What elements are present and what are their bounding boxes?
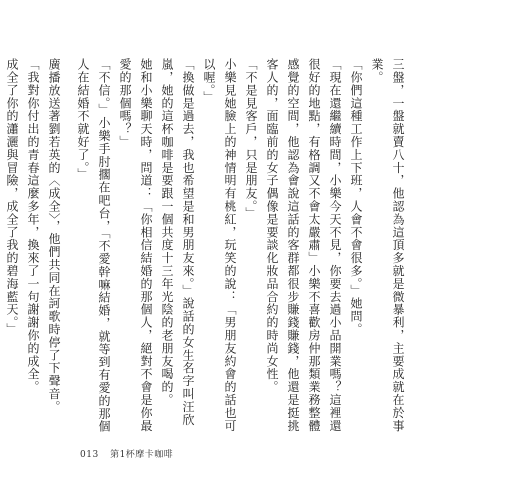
paragraph: 廣播放送著劉若英的〈成全〉，他們共同在訶歌時停了下聲音。 xyxy=(47,58,61,414)
paragraph: 成全了你的瀟灑與冒險，成全了我的碧海藍天。」 xyxy=(5,58,19,336)
paragraph: 她和小樂聊天時，問道：「你相信結婚的那個人，絕對不會是你最愛的那個嗎？」 xyxy=(118,58,153,433)
paragraph: 「不是見客戶，只是朋友。」 xyxy=(244,58,258,220)
vertical-text-block xyxy=(5,58,408,442)
paragraph: 小樂見她臉上的神情明有桃紅，玩笑的說：「男朋友約會的話也可以喔。」 xyxy=(202,58,237,433)
paragraph: 三盤，一盤就賣八十，他認為這頂多就是微暴利，主要成就在於事業。 xyxy=(370,58,405,433)
paragraph: 「你們這種工作上下班，人會不會很多。」她問。 xyxy=(349,58,363,336)
page-footer xyxy=(80,447,173,460)
paragraph: 「我對你付出的青春這麼多年，換來了一句謝謝你的成全。 xyxy=(26,58,40,394)
page-number: 013 xyxy=(80,450,99,460)
paragraph: 「現在還繼續時間，小樂今天不見，你要去過小品開業嗎？這裡還很好的地點，有格調又不會太嚴肅」小樂不喜歡房仲那類業務整體感覺的空間，他認為會說這話的客群都很步賺錢賺錢，他還是挺挑客人的，面臨前的女子偶像是要談化妝品合約的時尚女性。 xyxy=(265,58,342,433)
paragraph: 「換做是過去，我也希望是和男朋友來。」說話的女生名字叫汪欣嵐，她的這杯咖啡是要跟一個共度十三年光陰的老朋友喝的。 xyxy=(160,58,195,427)
chapter-title: 第1杯摩卡咖啡 xyxy=(110,450,174,460)
paragraph: 「不信。」小樂手肘擱在吧台，「不愛幹嘛結婚，就等到有愛的那個人在結婚不就好了。」 xyxy=(76,58,111,433)
paragraph xyxy=(0,58,1,442)
